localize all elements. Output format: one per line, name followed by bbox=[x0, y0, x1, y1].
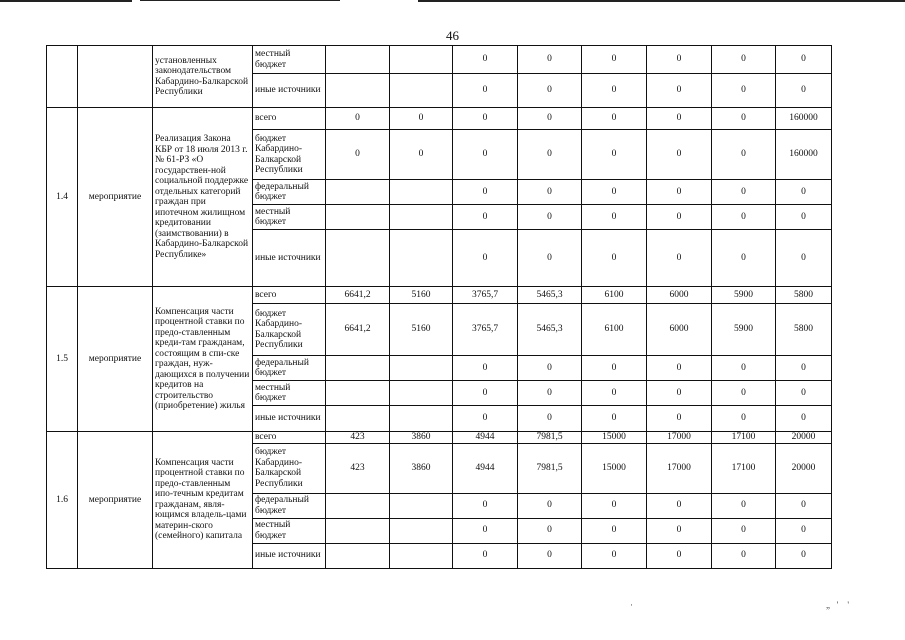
value-cell bbox=[326, 74, 390, 108]
value-cell: 6100 bbox=[582, 304, 647, 356]
funding-source: бюджет Кабардино-Балкарской Республики bbox=[253, 443, 326, 493]
value-cell: 0 bbox=[712, 493, 776, 518]
value-cell: 0 bbox=[582, 205, 647, 230]
value-cell: 0 bbox=[582, 518, 647, 543]
value-cell: 0 bbox=[453, 180, 518, 205]
value-cell: 0 bbox=[518, 543, 582, 568]
value-cell: 0 bbox=[518, 205, 582, 230]
funding-source: иные источники bbox=[253, 543, 326, 568]
value-cell: 0 bbox=[712, 543, 776, 568]
value-cell: 160000 bbox=[776, 108, 832, 130]
value-cell: 0 bbox=[712, 130, 776, 180]
value-cell: 0 bbox=[712, 406, 776, 432]
value-cell: 0 bbox=[518, 108, 582, 130]
funding-source: федеральный бюджет bbox=[253, 493, 326, 518]
value-cell: 15000 bbox=[582, 432, 647, 444]
value-cell: 6641,2 bbox=[326, 304, 390, 356]
value-cell bbox=[390, 74, 453, 108]
value-cell: 0 bbox=[712, 205, 776, 230]
value-cell: 0 bbox=[647, 381, 712, 406]
value-cell: 0 bbox=[582, 180, 647, 205]
value-cell: 3765,7 bbox=[453, 287, 518, 304]
value-cell: 0 bbox=[776, 74, 832, 108]
value-cell: 0 bbox=[518, 493, 582, 518]
value-cell bbox=[390, 381, 453, 406]
value-cell: 3860 bbox=[390, 432, 453, 444]
value-cell: 0 bbox=[582, 406, 647, 432]
item-index: 1.6 bbox=[47, 432, 78, 569]
value-cell: 0 bbox=[518, 180, 582, 205]
value-cell: 0 bbox=[776, 205, 832, 230]
item-type: мероприятие bbox=[78, 432, 153, 569]
value-cell: 0 bbox=[582, 130, 647, 180]
value-cell: 0 bbox=[453, 493, 518, 518]
value-cell: 0 bbox=[582, 74, 647, 108]
value-cell: 0 bbox=[453, 543, 518, 568]
value-cell: 423 bbox=[326, 432, 390, 444]
value-cell bbox=[326, 180, 390, 205]
value-cell: 0 bbox=[712, 46, 776, 74]
page-number: 46 bbox=[446, 28, 459, 43]
value-cell: 5900 bbox=[712, 287, 776, 304]
value-cell: 17100 bbox=[712, 432, 776, 444]
value-cell: 0 bbox=[390, 130, 453, 180]
value-cell bbox=[390, 180, 453, 205]
value-cell: 0 bbox=[582, 543, 647, 568]
value-cell: 0 bbox=[453, 406, 518, 432]
item-type bbox=[78, 46, 153, 108]
top-rule-left bbox=[0, 0, 132, 2]
value-cell: 0 bbox=[776, 46, 832, 74]
funding-source: местный бюджет bbox=[253, 518, 326, 543]
value-cell: 17000 bbox=[647, 432, 712, 444]
value-cell: 5160 bbox=[390, 287, 453, 304]
value-cell: 0 bbox=[776, 543, 832, 568]
value-cell: 0 bbox=[518, 356, 582, 381]
item-index: 1.4 bbox=[47, 108, 78, 287]
value-cell: 0 bbox=[453, 108, 518, 130]
item-description: Реализация Закона КБР от 18 июля 2013 г. № 61-РЗ «О государствен-ной социальной поддержке отдельных категорий граждан при ипотечном жилищном кредитовании (заимствовании) в Кабардино-Балкарской Республике» bbox=[153, 108, 253, 287]
value-cell bbox=[326, 543, 390, 568]
item-description: Компенсация части процентной ставки по предо-ставленным креди-там гражданам, состоящим в спи-ске граждан, нуж-дающихся в получении кредитов на строительство (приобретение) жилья bbox=[153, 287, 253, 432]
scan-mark: · bbox=[630, 600, 633, 610]
value-cell: 5800 bbox=[776, 287, 832, 304]
value-cell: 6641,2 bbox=[326, 287, 390, 304]
value-cell: 0 bbox=[712, 108, 776, 130]
value-cell: 0 bbox=[776, 518, 832, 543]
value-cell: 0 bbox=[582, 493, 647, 518]
value-cell bbox=[390, 406, 453, 432]
value-cell: 3860 bbox=[390, 443, 453, 493]
value-cell: 6100 bbox=[582, 287, 647, 304]
value-cell: 0 bbox=[518, 130, 582, 180]
value-cell: 0 bbox=[518, 381, 582, 406]
value-cell: 0 bbox=[647, 493, 712, 518]
value-cell: 0 bbox=[582, 108, 647, 130]
value-cell bbox=[326, 205, 390, 230]
funding-source: всего bbox=[253, 432, 326, 444]
value-cell: 17100 bbox=[712, 443, 776, 493]
value-cell: 0 bbox=[647, 230, 712, 287]
value-cell: 17000 bbox=[647, 443, 712, 493]
value-cell bbox=[326, 518, 390, 543]
value-cell: 5160 bbox=[390, 304, 453, 356]
value-cell: 5800 bbox=[776, 304, 832, 356]
value-cell: 0 bbox=[582, 356, 647, 381]
value-cell bbox=[326, 493, 390, 518]
value-cell: 0 bbox=[453, 356, 518, 381]
value-cell: 0 bbox=[776, 230, 832, 287]
funding-source: местный бюджет bbox=[253, 205, 326, 230]
table-row bbox=[47, 287, 832, 304]
value-cell bbox=[390, 230, 453, 287]
value-cell: 0 bbox=[776, 493, 832, 518]
value-cell: 7981,5 bbox=[518, 432, 582, 444]
item-type: мероприятие bbox=[78, 287, 153, 432]
value-cell: 20000 bbox=[776, 432, 832, 444]
table-row bbox=[47, 108, 832, 130]
item-description: Компенсация части процентной ставки по предо-ставленным ипо-течным кредитам гражданам, явля-ющимся владель-цами материн-ского (семейного) капитала bbox=[153, 432, 253, 569]
value-cell: 0 bbox=[518, 406, 582, 432]
value-cell: 0 bbox=[647, 180, 712, 205]
value-cell: 0 bbox=[712, 518, 776, 543]
value-cell: 0 bbox=[453, 518, 518, 543]
funding-source: всего bbox=[253, 287, 326, 304]
item-index: 1.5 bbox=[47, 287, 78, 432]
value-cell: 0 bbox=[712, 180, 776, 205]
funding-source: бюджет Кабардино-Балкарской Республики bbox=[253, 130, 326, 180]
value-cell: 6000 bbox=[647, 304, 712, 356]
value-cell: 0 bbox=[582, 381, 647, 406]
budget-table bbox=[46, 45, 832, 569]
value-cell: 0 bbox=[518, 518, 582, 543]
value-cell: 20000 bbox=[776, 443, 832, 493]
top-rule-middle bbox=[140, 0, 340, 1]
value-cell: 0 bbox=[453, 205, 518, 230]
value-cell: 0 bbox=[453, 130, 518, 180]
value-cell: 0 bbox=[518, 46, 582, 74]
value-cell: 5465,3 bbox=[518, 304, 582, 356]
value-cell: 0 bbox=[776, 406, 832, 432]
funding-source: местный бюджет bbox=[253, 46, 326, 74]
value-cell: 160000 bbox=[776, 130, 832, 180]
value-cell: 0 bbox=[776, 356, 832, 381]
value-cell: 4944 bbox=[453, 443, 518, 493]
value-cell bbox=[390, 543, 453, 568]
value-cell: 0 bbox=[647, 108, 712, 130]
value-cell: 0 bbox=[453, 46, 518, 74]
value-cell: 0 bbox=[647, 74, 712, 108]
value-cell: 0 bbox=[647, 356, 712, 381]
item-index bbox=[47, 46, 78, 108]
value-cell bbox=[326, 46, 390, 74]
value-cell: 0 bbox=[518, 74, 582, 108]
value-cell bbox=[390, 205, 453, 230]
value-cell: 15000 bbox=[582, 443, 647, 493]
funding-source: иные источники bbox=[253, 406, 326, 432]
value-cell: 0 bbox=[647, 518, 712, 543]
funding-source: местный бюджет bbox=[253, 381, 326, 406]
value-cell: 0 bbox=[712, 74, 776, 108]
value-cell bbox=[326, 356, 390, 381]
value-cell: 0 bbox=[390, 108, 453, 130]
funding-source: иные источники bbox=[253, 74, 326, 108]
value-cell bbox=[390, 493, 453, 518]
value-cell: 0 bbox=[582, 230, 647, 287]
item-type: мероприятие bbox=[78, 108, 153, 287]
value-cell: 0 bbox=[712, 381, 776, 406]
funding-source: всего bbox=[253, 108, 326, 130]
value-cell: 0 bbox=[453, 381, 518, 406]
value-cell: 0 bbox=[647, 130, 712, 180]
value-cell bbox=[326, 230, 390, 287]
value-cell bbox=[326, 406, 390, 432]
value-cell: 0 bbox=[647, 46, 712, 74]
item-description: установленных законодательством Кабардино-Балкарской Республики bbox=[153, 46, 253, 108]
table-row bbox=[47, 46, 832, 74]
value-cell: 7981,5 bbox=[518, 443, 582, 493]
value-cell bbox=[390, 356, 453, 381]
value-cell: 6000 bbox=[647, 287, 712, 304]
value-cell: 423 bbox=[326, 443, 390, 493]
value-cell bbox=[390, 518, 453, 543]
value-cell bbox=[390, 46, 453, 74]
value-cell: 0 bbox=[326, 108, 390, 130]
value-cell: 0 bbox=[712, 230, 776, 287]
funding-source: бюджет Кабардино-Балкарской Республики bbox=[253, 304, 326, 356]
value-cell: 0 bbox=[647, 205, 712, 230]
value-cell: 0 bbox=[776, 180, 832, 205]
value-cell: 0 bbox=[326, 130, 390, 180]
value-cell: 0 bbox=[518, 230, 582, 287]
value-cell: 4944 bbox=[453, 432, 518, 444]
value-cell bbox=[326, 381, 390, 406]
scan-mark: „ ' ' bbox=[826, 600, 849, 610]
value-cell: 3765,7 bbox=[453, 304, 518, 356]
value-cell: 0 bbox=[647, 406, 712, 432]
value-cell: 0 bbox=[582, 46, 647, 74]
top-rule-right bbox=[418, 0, 905, 2]
value-cell: 0 bbox=[712, 356, 776, 381]
funding-source: иные источники bbox=[253, 230, 326, 287]
value-cell: 0 bbox=[647, 543, 712, 568]
value-cell: 5465,3 bbox=[518, 287, 582, 304]
value-cell: 0 bbox=[453, 74, 518, 108]
funding-source: федеральный бюджет bbox=[253, 356, 326, 381]
value-cell: 0 bbox=[776, 381, 832, 406]
value-cell: 5900 bbox=[712, 304, 776, 356]
funding-source: федеральный бюджет bbox=[253, 180, 326, 205]
table-row bbox=[47, 432, 832, 444]
value-cell: 0 bbox=[453, 230, 518, 287]
